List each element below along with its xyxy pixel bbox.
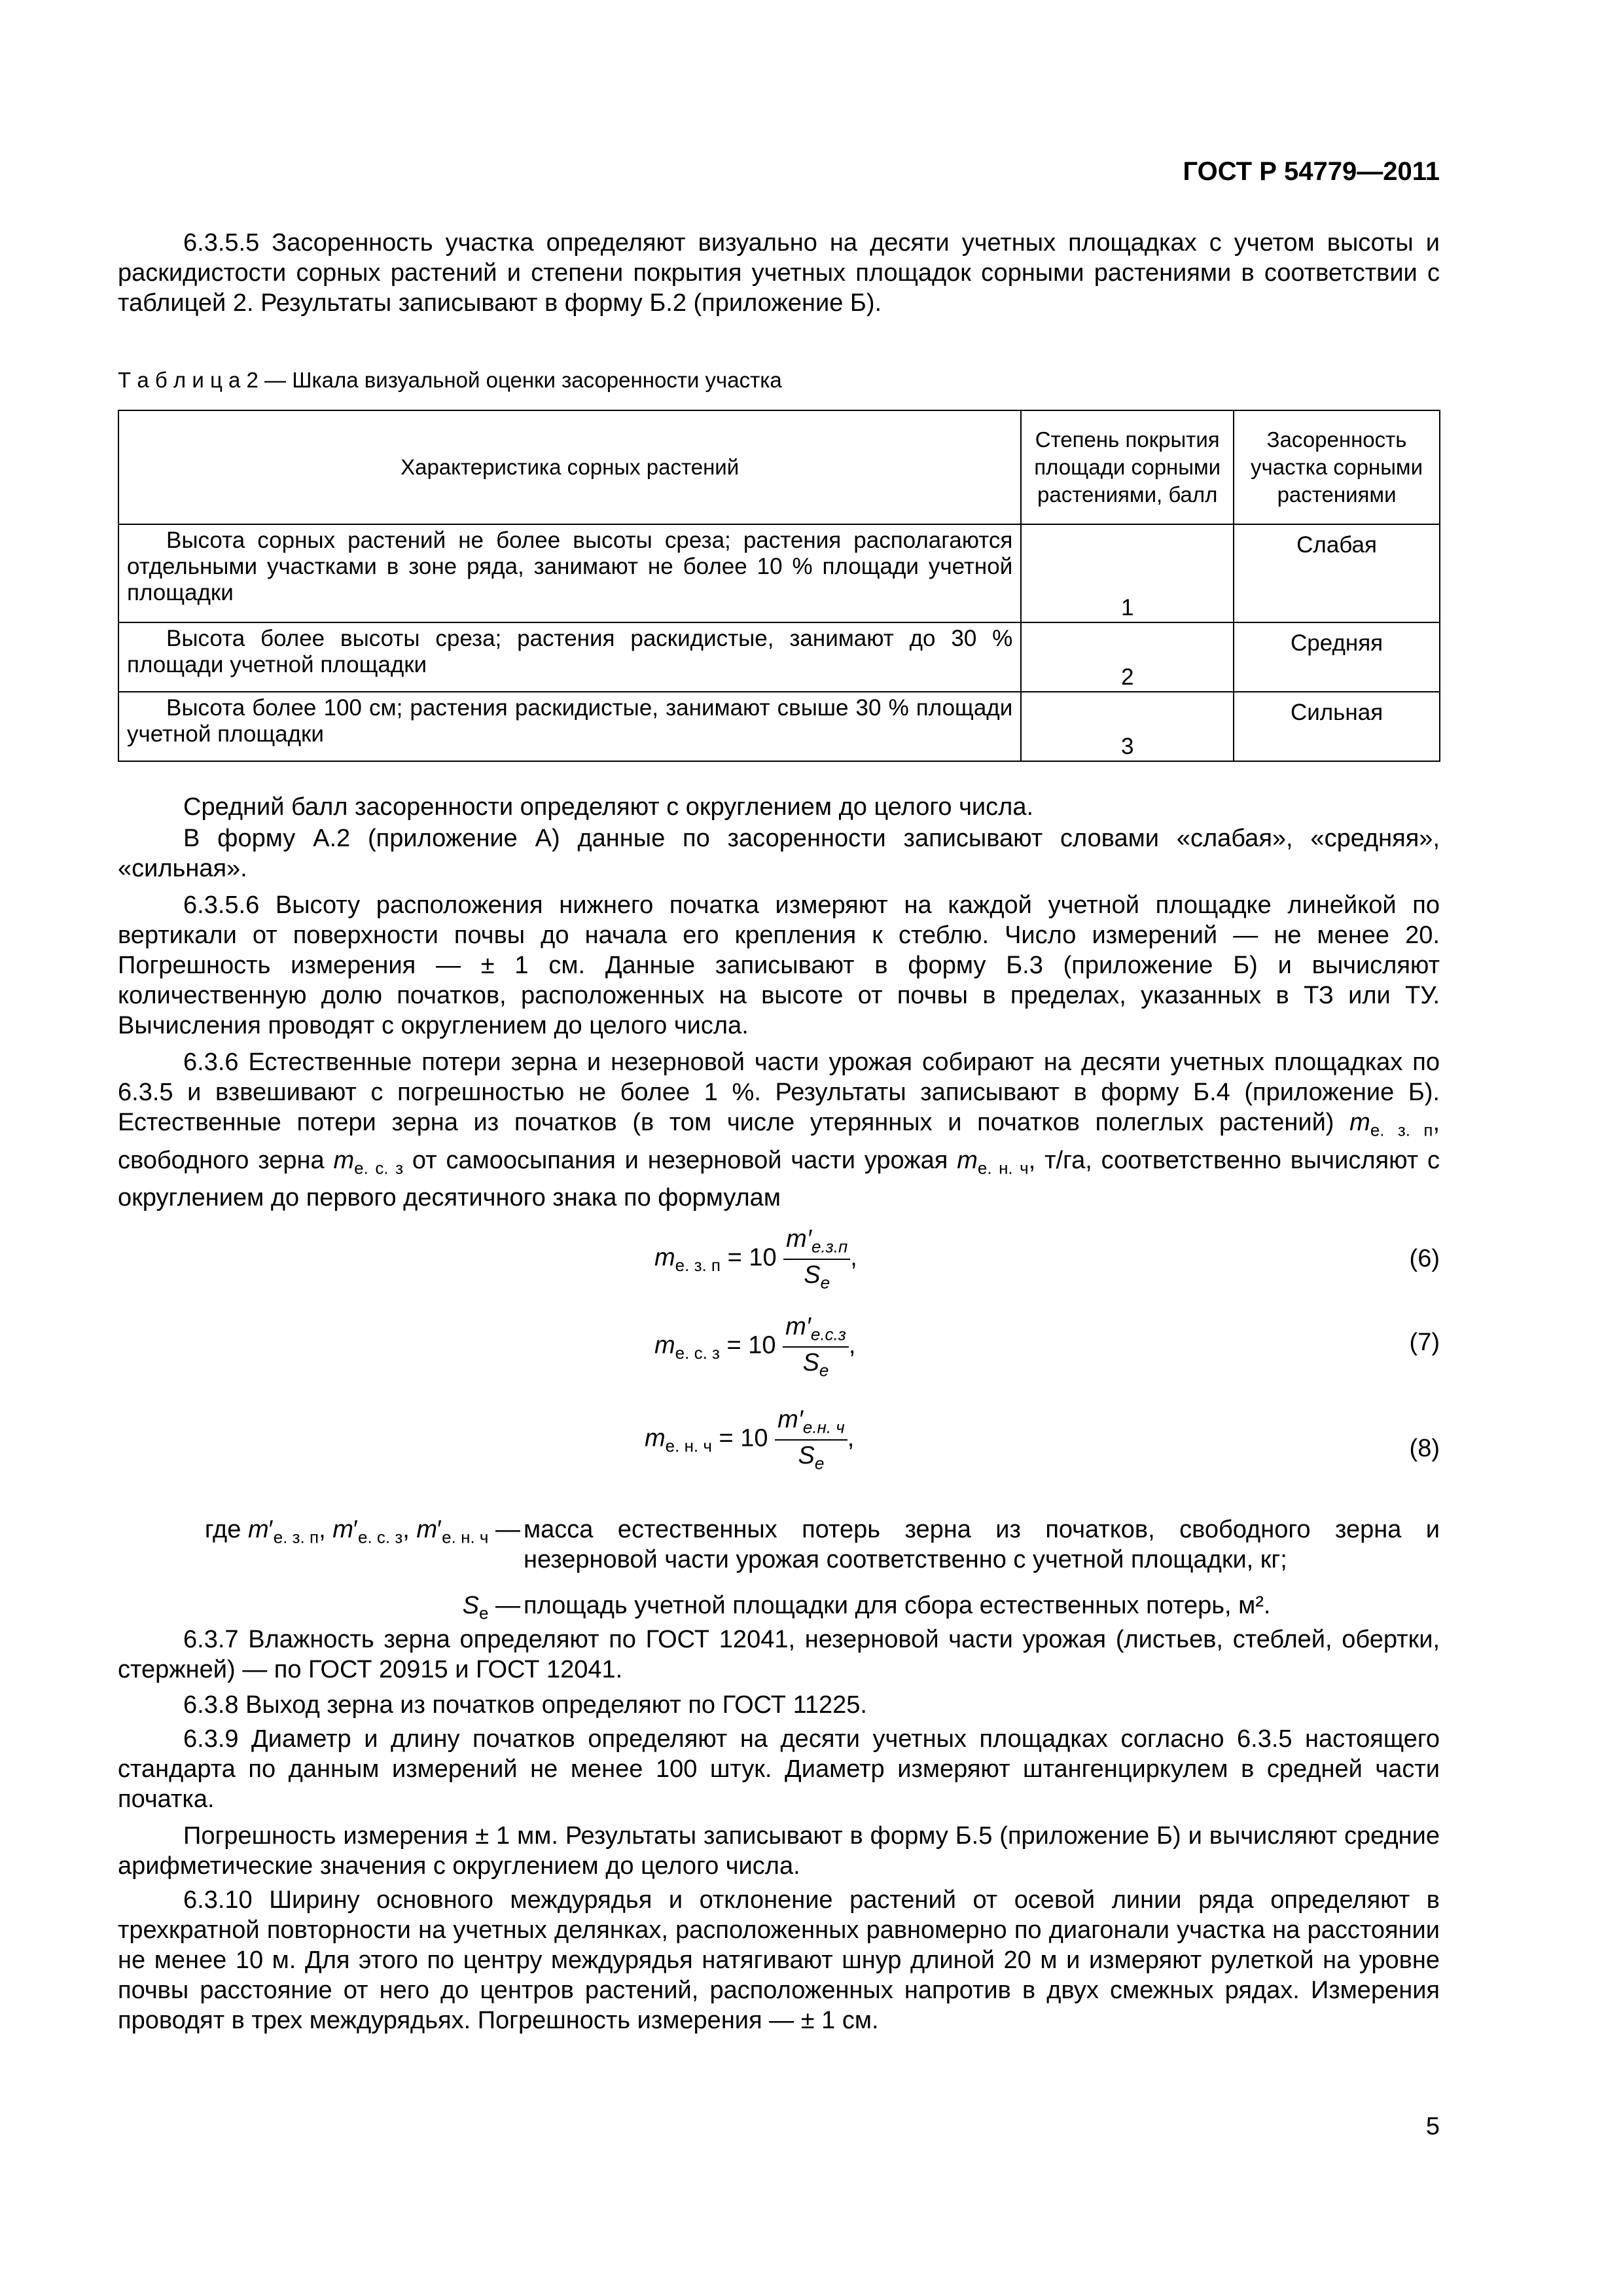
- denominator-s: S: [802, 1348, 819, 1376]
- numerator-sub: е.с.з: [810, 1324, 846, 1344]
- document-id: ГОСТ Р 54779—2011: [1183, 157, 1440, 186]
- numerator-m: m: [786, 1225, 807, 1253]
- table-caption-text: — Шкала визуальной оценки засоренности участка: [258, 368, 782, 392]
- table-header-row: [118, 410, 1440, 524]
- definition-symbols-2: [128, 1590, 520, 1628]
- p636-part-d: , т/га, соответственно вычисляют с округлением до первого десятичного знака по формулам: [118, 1146, 1440, 1212]
- formula-fraction: $\frac{m'_{е.з.п}}{S_е}$: [783, 1225, 850, 1293]
- symbol-sub-esz: е. с. з: [357, 1527, 403, 1547]
- symbol-sub-ezp: е. з. п: [1370, 1120, 1433, 1140]
- table-row: [118, 622, 1440, 692]
- denominator-s: S: [804, 1261, 821, 1289]
- row-level: Средняя: [1234, 622, 1440, 692]
- paragraph-6-3-9-accuracy: Погрешность измерения ± 1 мм. Результаты записывают в форму Б.5 (приложение Б) и вычисляют средние арифметические значения с округлением до целого числа.: [118, 1822, 1440, 1880]
- symbol-sub-esz: е. с. з: [354, 1158, 404, 1178]
- formula-lhs-sub: е. н. ч: [665, 1436, 712, 1456]
- paragraph-6-3-9: 6.3.9 Диаметр и длину початков определяют на десяти учетных площадках согласно 6.3.5 настоящего стандарта по данным измерений не менее 100 штук. Диаметр измеряют штангенциркулем в средней части початка.: [118, 1725, 1440, 1813]
- formula-7: [654, 1313, 855, 1380]
- row-description: Высота более высоты среза; растения раскидистые, занимают до 30 % площади учетной площадки: [118, 622, 1021, 692]
- row-points: 2: [1021, 622, 1234, 692]
- denominator-s: S: [798, 1441, 815, 1469]
- formula-lhs-sub: е. з. п: [675, 1255, 721, 1276]
- denominator-sub: е: [819, 1360, 829, 1380]
- p636-part-c: от самоосыпания и незерновой части урожая: [412, 1146, 948, 1174]
- formula-8: [645, 1406, 854, 1473]
- formula-lhs-m: m: [645, 1424, 666, 1452]
- paragraph-6-3-8: 6.3.8 Выход зерна из початков определяют по ГОСТ 11225.: [183, 1691, 867, 1719]
- definition-symbols-1: где $m'_{е. з. п}$, $m'_{е. с. з}$, $m'_{е. н. ч}$ —: [204, 1516, 520, 1547]
- symbol-sub-ench: е. н. ч: [442, 1527, 489, 1547]
- denominator-sub: е: [820, 1272, 830, 1293]
- row-level: Сильная: [1234, 692, 1440, 761]
- numerator-m: m: [777, 1406, 798, 1433]
- formula-tail: ,: [848, 1331, 856, 1359]
- table-caption: [118, 368, 782, 393]
- formula-coef: = 10: [726, 1331, 776, 1359]
- formula-coef: = 10: [727, 1244, 777, 1272]
- formula-fraction: $\frac{m'_{е.н. ч}}{S_е}$: [775, 1406, 847, 1473]
- table-row: [118, 524, 1440, 622]
- paragraph-6-3-10: 6.3.10 Ширину основного междурядья и отклонение растений от осевой линии ряда определяют в трехкратной повторности на учетных делянках, расположенных равномерно по диагонали участка на расстоянии не менее 10 м. Для этого по центру междурядья натягивают шнур длиной 20 м и измеряют рулеткой на уровне почвы расстояние от него до центров растений, расположенных напротив в двух смежных рядах. Измерения проводят в трех междурядьях. Погрешность измерения — ± 1 см.: [118, 1886, 1440, 2034]
- p636-part-b: , свободного зерна: [118, 1109, 1440, 1174]
- definition-dash: —: [495, 1516, 520, 1543]
- header-coverage-points: Степень покрытия площади сорными растениями, балл: [1021, 410, 1234, 524]
- symbol-sub-e: е: [478, 1603, 489, 1623]
- numerator-m: m: [785, 1313, 806, 1340]
- weed-scale-table: [118, 410, 1440, 762]
- symbol-m: m: [332, 1516, 353, 1543]
- symbol-m: m: [1349, 1109, 1370, 1136]
- row-points: 1: [1021, 524, 1234, 622]
- row-points: 3: [1021, 692, 1234, 761]
- formula-lhs-m: m: [654, 1331, 675, 1359]
- paragraph-6-3-5-5: 6.3.5.5 Засоренность участка определяют визуально на десяти учетных площадках с учетом высоты и раскидистости сорных растений и степени покрытия учетных площадок сорными растениями в соответствии с таблицей 2. Результаты записывают в форму Б.2 (приложение Б).: [118, 229, 1440, 317]
- symbol-sub-ezp: е. з. п: [273, 1527, 319, 1547]
- p636-part-a: 6.3.6 Естественные потери зерна и незерновой части урожая собирают на десяти учетных площадках по 6.3.5 и взвешивают с погрешностью не более 1 %. Результаты записывают в форму Б.4 (приложение Б). Естественные потери зерна из початков (в том числе утерянных и початков полеглых растений): [118, 1049, 1440, 1136]
- formula-tail: ,: [847, 1424, 855, 1452]
- equation-number: (8): [1409, 1435, 1440, 1462]
- row-description: Высота более 100 см; растения раскидистые, занимают свыше 30 % площади учетной площадки: [118, 692, 1021, 761]
- paragraph-6-3-5-6: 6.3.5.6 Высоту расположения нижнего початка измеряют на каждой учетной площадке линейкой по вертикали от поверхности почвы до начала его крепления к стеблю. Число измерений — не менее 20. Погрешность измерения — ± 1 см. Данные записывают в форму Б.3 (приложение Б) и вычисляют количественную долю початков, расположенных на высоте от почвы в пределах, указанных в ТЗ или ТУ. Вычисления проводят с округлением до целого числа.: [118, 891, 1440, 1039]
- numerator-sub: е.з.п: [811, 1236, 848, 1257]
- row-level: Слабая: [1234, 524, 1440, 622]
- symbol-m: m: [957, 1146, 978, 1174]
- row-description: Высота сорных растений не более высоты среза; растения располагаются отдельными участками в зоне ряда, занимают не более 10 % площади учетной площадки: [118, 524, 1021, 622]
- formula-lhs-m: m: [654, 1244, 675, 1272]
- paragraph-6-3-7: 6.3.7 Влажность зерна определяют по ГОСТ 12041, незерновой части урожая (листьев, стеблей, обертки, стержней) — по ГОСТ 20915 и ГОСТ 12041.: [118, 1626, 1440, 1683]
- header-characteristic: Характеристика сорных растений: [118, 410, 1021, 524]
- symbol-m: m: [333, 1146, 355, 1174]
- symbol-s: S: [462, 1592, 479, 1619]
- symbol-m: m: [416, 1516, 438, 1543]
- formula-6: [654, 1225, 857, 1293]
- formula-coef: = 10: [719, 1424, 768, 1452]
- definition-text-1: масса естественных потерь зерна из початков, свободного зерна и незерновой части урожая соответственно с учетной площадки, кг;: [524, 1516, 1440, 1573]
- page-number: 5: [1425, 2113, 1440, 2140]
- table-row: [118, 692, 1440, 761]
- symbol-sub-ench: е. н. ч: [977, 1158, 1029, 1178]
- table-caption-label: Т а б л и ц а 2: [118, 368, 259, 392]
- paragraph-form-a2: В форму А.2 (приложение А) данные по засоренности записывают словами «слабая», «средняя», «сильная».: [118, 825, 1440, 882]
- formula-tail: ,: [850, 1244, 857, 1272]
- denominator-sub: е: [814, 1453, 825, 1473]
- formula-lhs-sub: е. с. з: [675, 1343, 720, 1363]
- symbol-m: m: [247, 1516, 269, 1543]
- paragraph-6-3-6: [118, 1047, 1440, 1213]
- definition-dash: —: [495, 1592, 520, 1619]
- formula-fraction: $\frac{m'_{е.с.з}}{S_е}$: [783, 1313, 849, 1380]
- paragraph-average-score: Средний балл засоренности определяют с округлением до целого числа.: [183, 793, 1034, 821]
- header-weediness-level: Засоренность участка сорными растениями: [1234, 410, 1440, 524]
- definition-text-2: площадь учетной площадки для сбора естественных потерь, м².: [524, 1592, 1271, 1619]
- numerator-sub: е.н. ч: [802, 1417, 845, 1437]
- equation-number: (7): [1409, 1329, 1440, 1356]
- equation-number: (6): [1409, 1245, 1440, 1272]
- where-label: где: [204, 1516, 241, 1543]
